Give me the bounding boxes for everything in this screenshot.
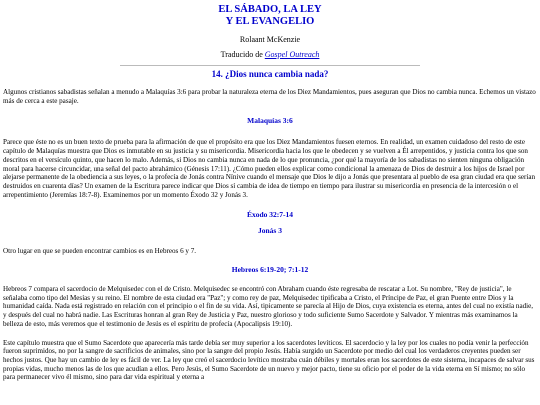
paragraph-intro: Algunos cristianos sabadistas señalan a menudo a Malaquías 3:6 para probar la naturaleza eterna de los Diez Mandamientos, pues aseguran que Dios no cambia nunca. Echemos un vistazo más de cerca a este pasaje. — [3, 88, 536, 105]
translator-line — [0, 50, 540, 60]
chapter-title: 14. ¿Dios nunca cambia nada? — [211, 69, 329, 79]
paragraph-hebreos: Hebreos 7 compara el sacerdocio de Melquisedec con el de Cristo. Melquisedec se encontró con Abraham cuando éste regresaba de rescatar a Lot. Su nombre, "Rey de justicia", le señalaba como tipo del Mesías y su reino. El nombre de esta ciudad era "Paz"; y como rey de paz, Melquisedec tipificaba a Cristo, el Príncipe de Paz, el gran Puente entre Dios y la humanidad caída. Nada está registrado en relación con el principio o el fin de su vida. Así, tipicamente se parecía al Hijo de Dios, cuya existencia es eterna, antes del cual no existía nadie, y después del cual no habrá nadie. Las Escrituras honran al gran Rey de Justicia y Paz, nuestro glorioso y todo suficiente Sumo Sacerdote y Salvador. Y mientras más examinamos la belleza de esto, más veremos que el testimonio de Jesús es el espíritu de profecía (Apocalipsis 19:10). — [3, 285, 534, 328]
source-link[interactable]: Gospel Outreach — [264, 50, 320, 59]
paragraph-sumo-sacerdote: Este capítulo muestra que el Sumo Sacerdote que aparecería más tarde debía ser muy superior a los sacerdotes levíticos. El sacerdocio y la ley por los cuales no podía venir la perfección fueron suprimidos, no por la sangre de sacrificios de animales, sino por la sangre del propio Jesús. Había surgido un Sacerdote por medio del cual los verdaderos creyentes pueden ser hechos justos. Que hay un cambio de ley es fácil de ver. La ley que creó el sacerdocio levítico mostraba cuán débiles y mortales eran los sacerdotes de este sistema, incapaces de salvar sus propias vidas, mucho menos las de los que acudían a ellos. Pero Jesús, el Sumo Sacerdote de un nuevo y mejor pacto, tiene su oficio por el poder de la vida eterna en Sí mismo; no sólo para permanecer vivo él mismo, sino para dar vida espiritual y eterna a — [3, 338, 535, 382]
author-name: Rolaant McKenzie — [239, 35, 301, 44]
title-divider — [120, 65, 420, 66]
paragraph-jonas: Otro lugar en que se pueden encontrar cambios es en Hebreos 6 y 7. — [3, 247, 197, 256]
paragraph-malaquias: Parece que éste no es un buen texto de prueba para la afirmación de que el propósito era que los Diez Mandamientos fuesen eternos. En realidad, un examen cuidadoso del resto de este capítulo de Malaquías muestra que Dios es inmutable en su justicia y su misericordia. Misericordia hacia los que le obedecen y se vuelven a Él arrepentidos, y justicia contra los que son descritos en el versículo quinto, que hacen lo malo. Además, si Dios no cambia nunca en nada de lo que pronuncia, ¿por qué la mayoría de los sabadistas no sienten ninguna obligación moral para hacerse circuncidar, una señal del pacto abrahámico (Génesis 17:11). ¿Cómo pueden ellos explicar como condicional la amenaza de Dios de destruir a los hijos de Israel por alejarse permanente de la obediencia a sus leyes, o la profecía de Jonás contra Nínive cuando el mensaje que Dios le dijo a Jonás que presentara al pueblo de esa gran ciudad era que serían destruidos en cuarenta días? Un examen de la Escritura parece indicar que Dios sí cambia de idea de tiempo en tiempo para ilustrar su misericordia en presencia de la intercesión o el arrepentimiento (Jeremías 18:7-8). Examinemos por un momento Éxodo 32 y Jonás 3. — [3, 138, 536, 199]
section-heading-malaquias: Malaquías 3:6 — [247, 116, 293, 126]
section-heading-hebreos: Hebreos 6:19-20; 7:1-12 — [231, 265, 309, 275]
section-heading-exodo: Éxodo 32:7-14 — [246, 210, 294, 220]
book-title-line-2: Y EL EVANGELIO — [225, 16, 315, 27]
section-heading-jonas: Jonás 3 — [258, 226, 282, 236]
translated-prefix: Traducido de — [220, 50, 265, 59]
book-title — [0, 4, 540, 28]
book-title-line-1: EL SÁBADO, LA LEY — [218, 4, 322, 15]
